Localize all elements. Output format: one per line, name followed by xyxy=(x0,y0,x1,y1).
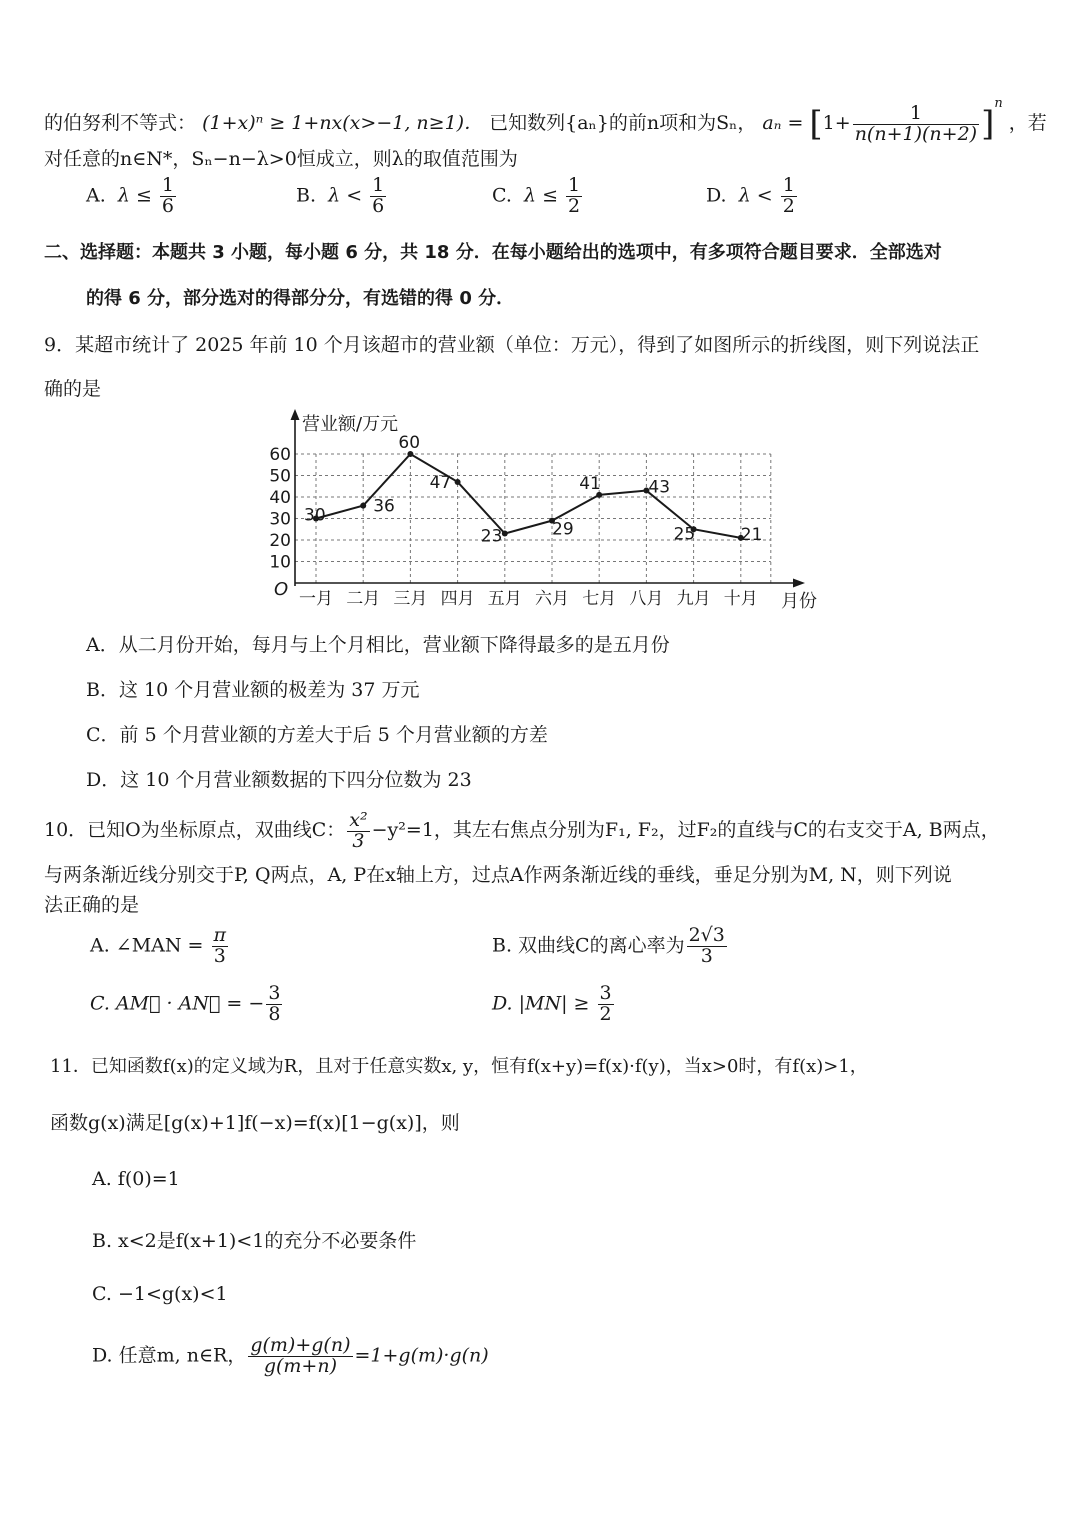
q8-an-fraction: $\frac{1}{n(n+1)(n+2)}$ xyxy=(854,101,978,145)
q11-option-d[interactable]: D. 任意m, n∈R， $\frac{g(m)+g(n)}{g(m+n)}$ =1+g(m)·g(n) xyxy=(92,1334,489,1377)
x-tick-label-5: 六月 xyxy=(535,589,569,609)
q8-line2: 对任意的n∈N*，Sₙ−n−λ>0恒成立，则λ的取值范围为 xyxy=(44,148,518,170)
data-point-1 xyxy=(360,503,366,509)
y-tick-label-4: 50 xyxy=(269,466,291,487)
q8-bernoulli-prefix: 的伯努利不等式： xyxy=(44,112,197,134)
data-label-6: 41 xyxy=(579,473,601,494)
q11-option-c[interactable]: C. −1<g(x)<1 xyxy=(92,1283,228,1305)
y-tick-label-3: 40 xyxy=(269,488,291,508)
section2-heading: 二、选择题：本题共 3 小题，每小题 6 分，共 18 分．在每小题给出的选项中，有多项符合题目要求．全部选对 xyxy=(44,242,942,263)
data-label-7: 43 xyxy=(648,477,671,498)
data-label-3: 47 xyxy=(429,472,452,493)
q8-line1: 的伯努利不等式： (1+x)ⁿ ≥ 1+nx(x>−1, n≥1)． 已知数列{aₙ}的前n项和为Sₙ， aₙ = [1+ $\frac{1}{n(n+1)(n+2)}$ ]$^n$ ，若 xyxy=(44,96,1047,145)
q8-line1-end: ，若 xyxy=(1008,112,1047,134)
data-label-9: 21 xyxy=(740,524,763,545)
data-label-2: 60 xyxy=(398,433,421,453)
x-axis-label: 月份 xyxy=(781,591,817,612)
q9-option-b[interactable]: B．这 10 个月营业额的极差为 37 万元 xyxy=(86,679,420,701)
q10-hyperbola-fraction: $\frac{\text{x²}}{3}$ xyxy=(349,808,368,852)
data-point-3 xyxy=(455,479,461,485)
q9-option-a[interactable]: A．从二月份开始，每月与上个月相比，营业额下降得最多的是五月份 xyxy=(86,634,670,656)
q9-line-chart xyxy=(268,408,828,618)
q10-line3: 法正确的是 xyxy=(44,894,140,916)
q11-line1: 11．已知函数f(x)的定义域为R，且对于任意实数x, y，恒有f(x+y)=f(x)·f(y)，当x>0时，有f(x)>1， xyxy=(50,1056,868,1077)
x-ticks xyxy=(299,589,758,609)
x-tick-label-2: 三月 xyxy=(393,589,428,609)
q8-option-d[interactable]: D. λ < $\frac{1}{2}$ xyxy=(706,174,795,217)
q8-bernoulli-inequality: (1+x)ⁿ ≥ 1+nx(x>−1, n≥1)． xyxy=(202,112,484,134)
q10-option-a[interactable]: A. ∠MAN = $\frac{\pi}{3}$ xyxy=(90,924,227,967)
q9-stem-cont: 确的是 xyxy=(44,378,102,400)
data-point-4 xyxy=(502,531,508,537)
q8-sequence-intro: 已知数列{aₙ}的前n项和为Sₙ， xyxy=(489,112,757,134)
q10-line2: 与两条渐近线分别交于P, Q两点，A, P在x轴上方，过点A作两条渐近线的垂线，垂足分别为M, N，则下列说 xyxy=(44,864,952,886)
q8-option-a[interactable]: A. λ ≤ $\frac{1}{6}$ xyxy=(86,174,174,217)
data-label-4: 23 xyxy=(480,526,503,547)
q8-an-exponent: n xyxy=(994,96,1003,111)
y-tick-label-1: 20 xyxy=(269,531,291,551)
q10-stem-a: 10．已知O为坐标原点，双曲线C： xyxy=(44,819,346,841)
y-axis-label: 营业额/万元 xyxy=(302,414,399,435)
y-axis-arrow xyxy=(291,409,300,420)
x-axis-arrow xyxy=(793,579,805,588)
data-label-8: 25 xyxy=(673,524,696,545)
q11-line2: 函数g(x)满足[g(x)+1]f(−x)=f(x)[1−g(x)]，则 xyxy=(50,1112,460,1134)
q9-option-c[interactable]: C．前 5 个月营业额的方差大于后 5 个月营业额的方差 xyxy=(86,724,548,746)
q8-an-inner: 1+ xyxy=(822,112,851,134)
q10-option-d[interactable]: D. |MN| ≥ $\frac{3}{2}$ xyxy=(492,982,612,1025)
chart-grid xyxy=(295,452,771,583)
q9-option-d[interactable]: D．这 10 个月营业额数据的下四分位数为 23 xyxy=(86,769,472,791)
q10-option-c[interactable]: C. AM⃗ · AN⃗ = − $\frac{3}{8}$ xyxy=(90,982,281,1025)
x-tick-label-3: 四月 xyxy=(440,589,475,609)
x-tick-label-9: 十月 xyxy=(723,589,758,609)
y-ticks xyxy=(269,445,291,573)
data-label-5: 29 xyxy=(552,519,574,540)
x-tick-label-1: 二月 xyxy=(346,589,381,609)
q10-option-b[interactable]: B. 双曲线C的离心率为 $\frac{2√3}{3}$ xyxy=(492,924,725,967)
x-tick-label-6: 七月 xyxy=(582,589,617,609)
origin-label: O xyxy=(274,579,289,600)
section2-heading-cont: 的得 6 分，部分选对的得部分分，有选错的得 0 分． xyxy=(86,288,515,309)
x-tick-label-4: 五月 xyxy=(487,589,522,609)
x-tick-label-7: 八月 xyxy=(629,589,664,609)
q8-option-b[interactable]: B. λ < $\frac{1}{6}$ xyxy=(296,174,385,217)
data-label-0: 30 xyxy=(304,505,326,526)
q9-stem: 9．某超市统计了 2025 年前 10 个月该超市的营业额（单位：万元），得到了如图所示的折线图，则下列说法正 xyxy=(44,334,980,356)
x-tick-label-8: 九月 xyxy=(676,589,711,609)
chart-series xyxy=(304,433,762,547)
q8-an-lhs: aₙ = xyxy=(762,112,810,134)
chart-axes xyxy=(274,409,817,612)
q10-stem-b: −y²=1，其左右焦点分别为F₁, F₂，过F₂的直线与C的右支交于A, B两点， xyxy=(371,819,1000,841)
x-tick-label-0: 一月 xyxy=(299,589,333,609)
y-tick-label-2: 30 xyxy=(269,509,291,530)
q11-option-b[interactable]: B. x<2是f(x+1)<1的充分不必要条件 xyxy=(92,1230,417,1252)
y-tick-label-0: 10 xyxy=(269,552,291,573)
q10-line1 xyxy=(44,808,1000,852)
y-tick-label-5: 60 xyxy=(269,445,291,465)
q8-option-c[interactable]: C. λ ≤ $\frac{1}{2}$ xyxy=(492,174,581,217)
q11-option-a[interactable]: A. f(0)=1 xyxy=(92,1168,180,1190)
data-label-1: 36 xyxy=(373,496,395,517)
